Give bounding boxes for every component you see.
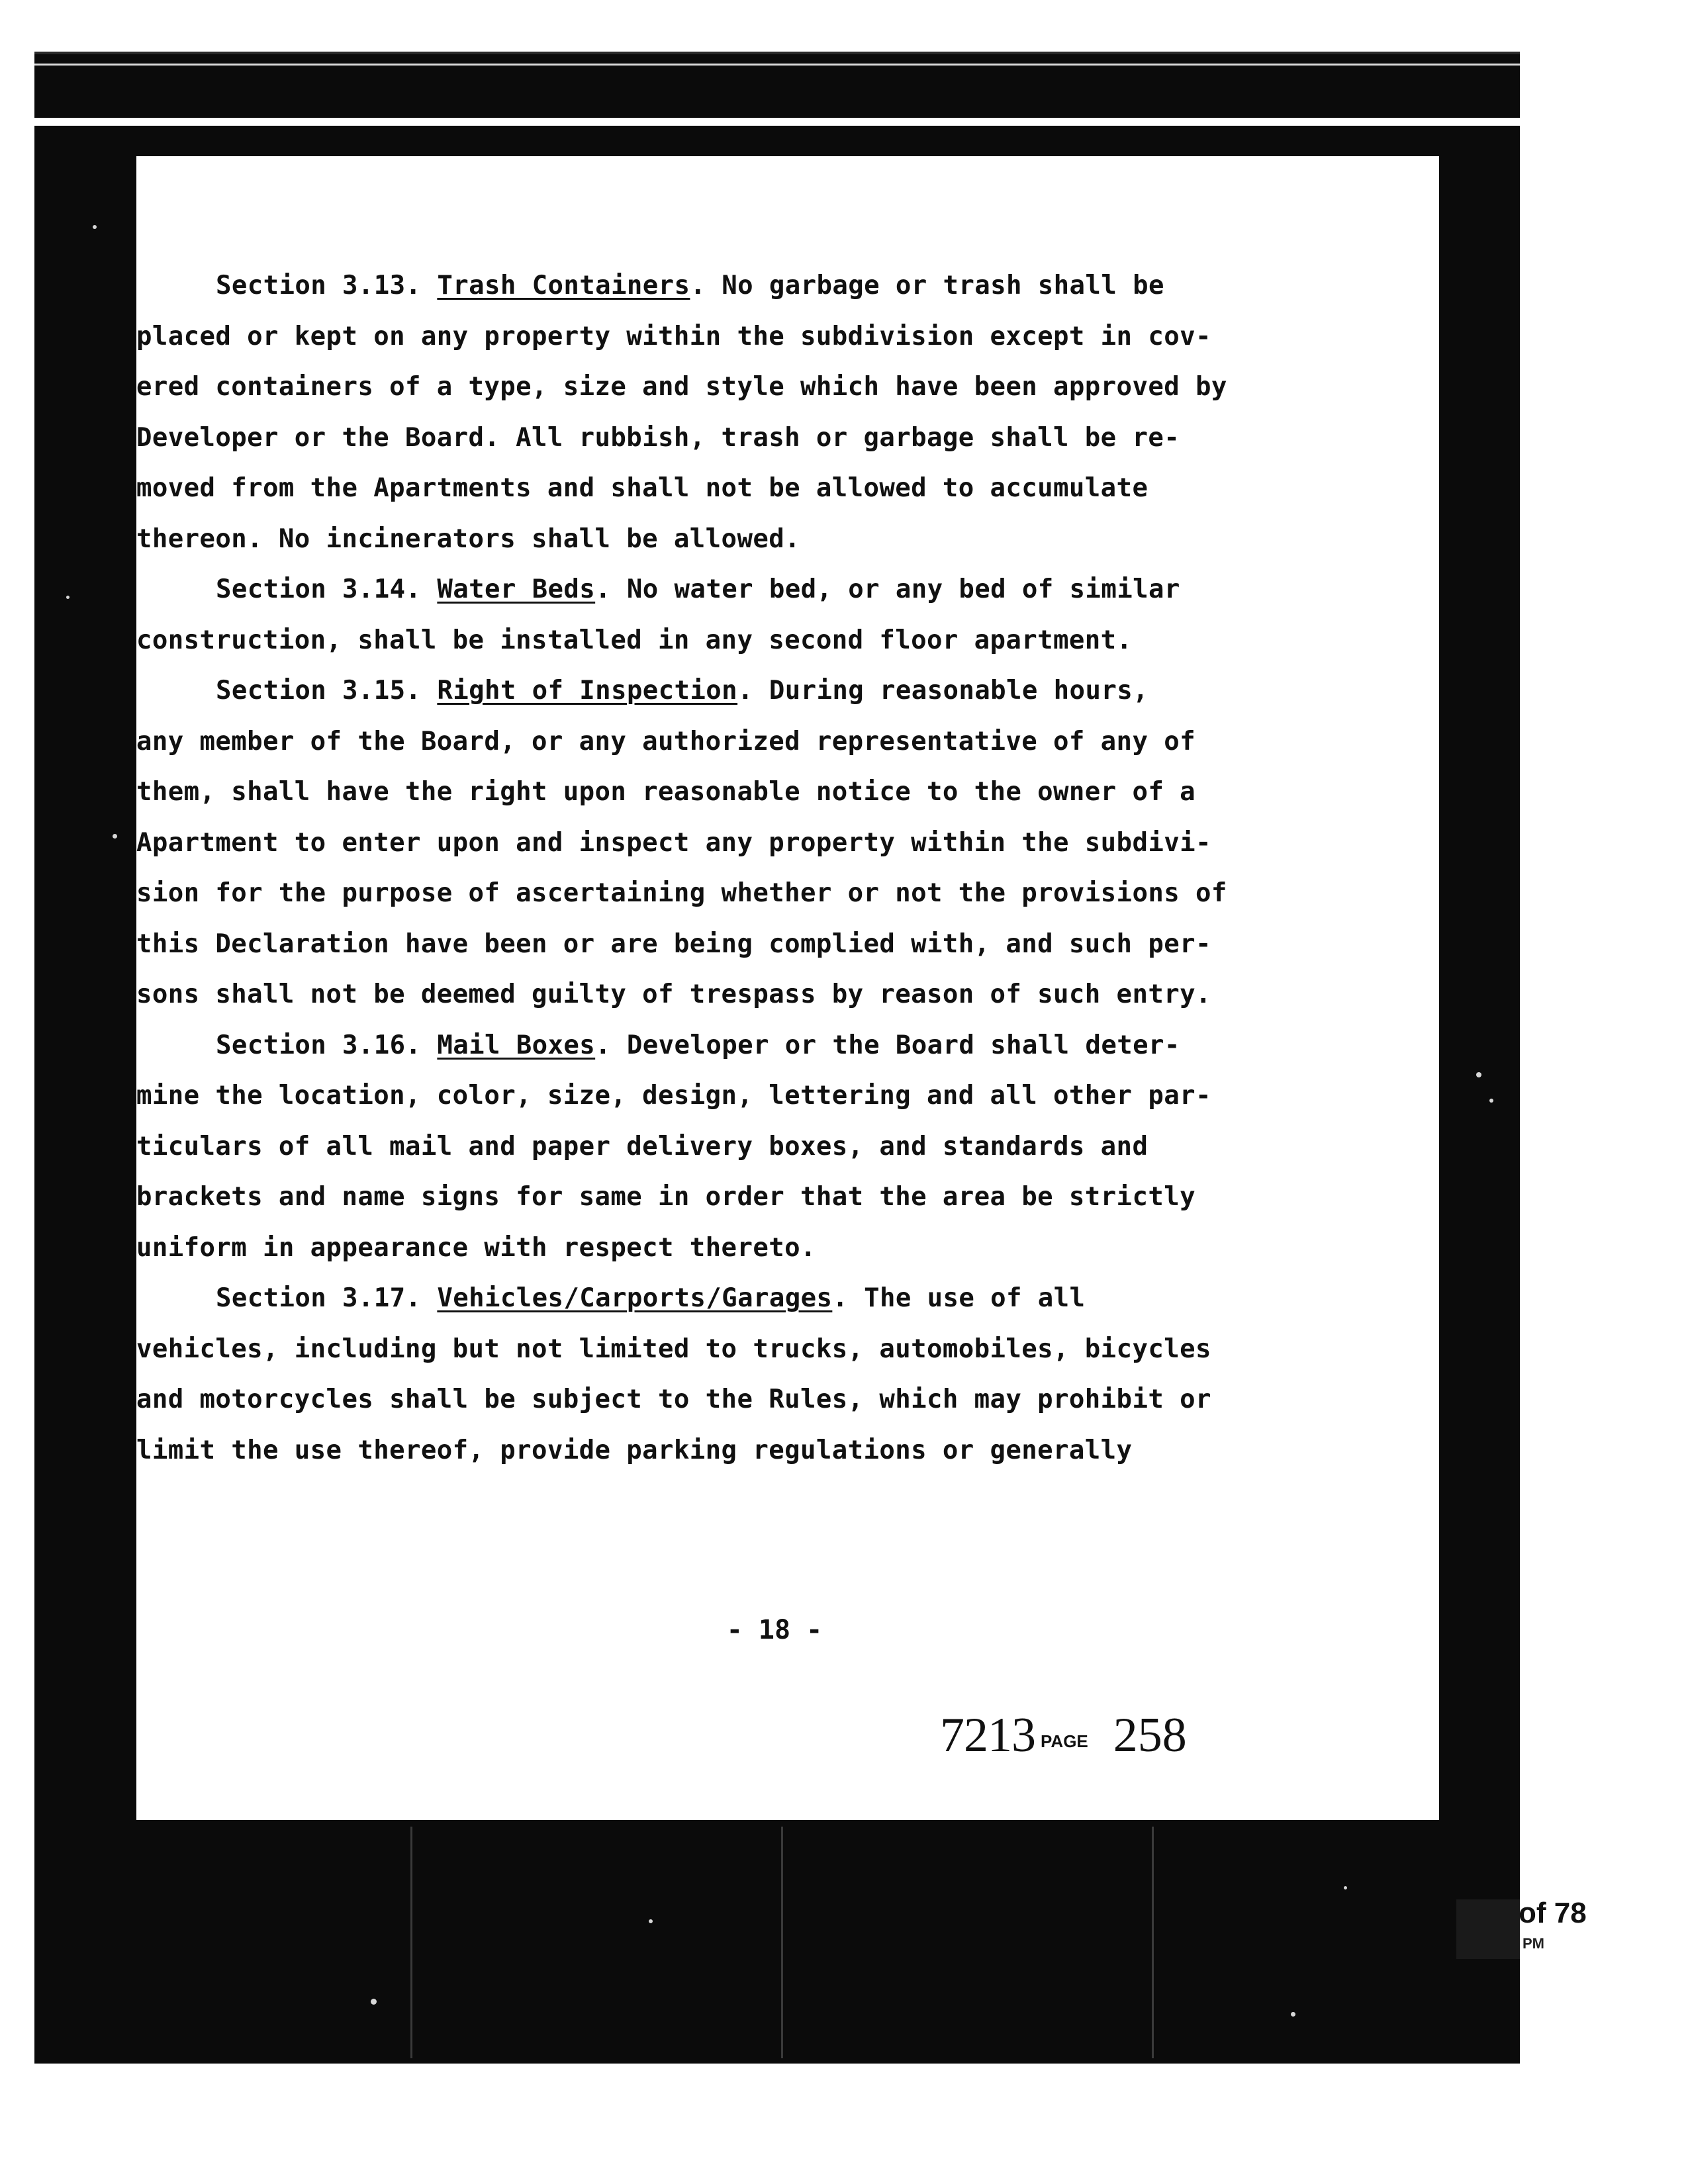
scan-speck (66, 596, 70, 599)
section-text: . The use of all (832, 1283, 1086, 1313)
body-line: construction, shall be installed in any second floor apartment. (136, 625, 1133, 655)
scan-speck (93, 225, 97, 229)
section-number: Section 3.16. (216, 1030, 422, 1060)
section-heading-line (136, 666, 1321, 717)
scan-frame-top-edge (34, 52, 1520, 54)
body-line: uniform in appearance with respect thereto. (136, 1232, 816, 1263)
section-title: Vehicles/Carports/Garages (437, 1283, 833, 1313)
document-body (136, 261, 1321, 1476)
section-heading-line (136, 1273, 1321, 1324)
section-title: Water Beds (437, 574, 596, 604)
section-title: Right of Inspection (437, 676, 738, 705)
section-number: Section 3.15. (216, 676, 422, 705)
scan-frame-divider (781, 1827, 783, 2058)
timestamp-suffix: PM (1523, 1935, 1544, 1952)
scan-speck (1291, 2012, 1295, 2017)
body-line: this Declaration have been or are being complied with, and such per- (136, 929, 1211, 959)
body-line: limit the use thereof, provide parking regulations or generally (136, 1435, 1133, 1465)
scan-speck (113, 834, 117, 839)
page-count-indicator: of 78 (1519, 1897, 1587, 1929)
recording-stamp (940, 1707, 1187, 1764)
scan-speck (1476, 1072, 1481, 1077)
body-line: thereon. No incinerators shall be allowed. (136, 523, 800, 554)
scan-speck (649, 1919, 653, 1923)
stamp-book-number: 7213 (940, 1708, 1035, 1762)
body-line: Apartment to enter upon and inspect any property within the subdivi- (136, 827, 1211, 858)
scan-frame-divider (410, 1827, 412, 2058)
section-heading-line (136, 261, 1321, 312)
body-line: sion for the purpose of ascertaining whether or not the provisions of (136, 878, 1227, 908)
scan-frame-streak (34, 64, 1520, 66)
page-number: - 18 - (726, 1615, 823, 1645)
section-text: . No water bed, or any bed of similar (595, 574, 1180, 604)
body-line: brackets and name signs for same in order that the area be strictly (136, 1182, 1196, 1212)
section-number: Section 3.14. (216, 574, 422, 604)
section-number: Section 3.17. (216, 1283, 422, 1313)
body-line: mine the location, color, size, design, lettering and all other par- (136, 1081, 1211, 1111)
section-title: Trash Containers (437, 271, 690, 300)
scan-frame-divider (1152, 1827, 1154, 2058)
stamp-page-label: PAGE (1041, 1731, 1088, 1751)
scan-speck (1344, 1886, 1347, 1889)
section-number: Section 3.13. (216, 271, 422, 300)
section-heading-line (136, 565, 1321, 615)
section-text: . No garbage or trash shall be (690, 271, 1164, 300)
body-line: them, shall have the right upon reasonable notice to the owner of a (136, 777, 1196, 807)
body-line: ticulars of all mail and paper delivery boxes, and standards and (136, 1131, 1149, 1161)
body-line: any member of the Board, or any authorized representative of any of (136, 726, 1196, 756)
stamp-page-number: 258 (1113, 1708, 1187, 1762)
overlay-obscured-region (1456, 1899, 1520, 1959)
scan-speck (371, 1999, 377, 2005)
scan-speck (1489, 1099, 1493, 1103)
section-text: . During reasonable hours, (737, 676, 1149, 705)
body-line: ered containers of a type, size and style which have been approved by (136, 372, 1227, 402)
body-line: sons shall not be deemed guilty of trespass by reason of such entry. (136, 979, 1211, 1009)
body-line: Developer or the Board. All rubbish, trash or garbage shall be re- (136, 422, 1180, 453)
section-heading-line (136, 1021, 1321, 1071)
scan-frame-gap (34, 118, 1520, 126)
section-title: Mail Boxes (437, 1030, 596, 1060)
body-line: placed or kept on any property within the subdivision except in cov- (136, 321, 1211, 351)
body-line: and motorcycles shall be subject to the Rules, which may prohibit or (136, 1385, 1211, 1414)
section-text: . Developer or the Board shall deter- (595, 1030, 1180, 1060)
body-line: moved from the Apartments and shall not be allowed to accumulate (136, 473, 1149, 503)
body-line: vehicles, including but not limited to trucks, automobiles, bicycles (136, 1334, 1211, 1364)
